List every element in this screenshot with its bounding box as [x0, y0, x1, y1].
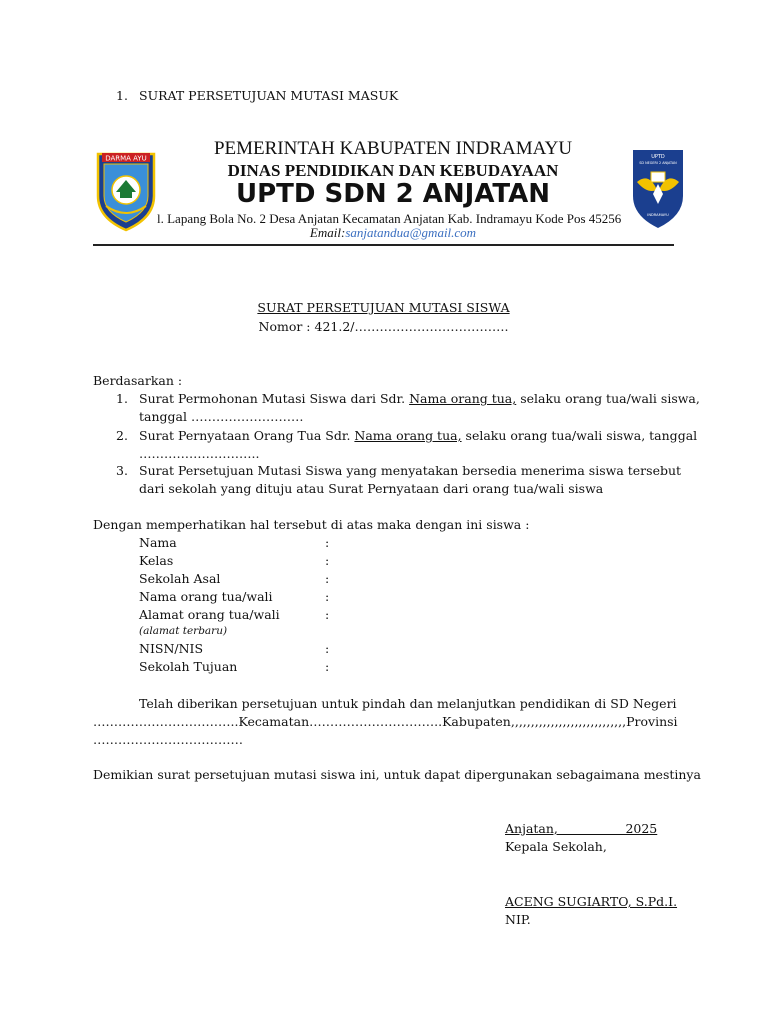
kabupaten-label: Kabupaten — [442, 714, 511, 729]
heading-number: 1. — [116, 88, 128, 103]
memperhatikan-paragraph: Dengan memperhatikan hal tersebut di atas maka dengan ini siswa : — [93, 517, 530, 532]
field-colon: : — [325, 641, 330, 656]
field-colon: : — [325, 607, 330, 622]
list-item-2 — [139, 428, 697, 443]
right-logo-top-text: UPTD — [651, 154, 665, 160]
kop-email-line — [160, 225, 626, 241]
heading-text: SURAT PERSETUJUAN MUTASI MASUK — [139, 88, 399, 103]
list-item-text: Surat Permohonan Mutasi Siswa dari Sdr. — [139, 391, 410, 406]
letterhead-divider — [93, 244, 674, 246]
list-number: 2. — [116, 428, 128, 443]
field-label: Kelas — [139, 553, 174, 568]
field-label: NISN/NIS — [139, 641, 204, 656]
persetujuan-line1: Telah diberikan persetujuan untuk pindah dan melanjutkan pendidikan di SD Negeri — [139, 696, 677, 711]
parent-name-placeholder: Nama orang tua, — [409, 391, 517, 406]
persetujuan-line2 — [93, 714, 678, 729]
list-item-1 — [139, 391, 700, 406]
field-label: Nama orang tua/wali — [139, 589, 273, 604]
field-label: Alamat orang tua/wali — [139, 607, 280, 622]
letter-title: SURAT PERSETUJUAN MUTASI SISWA — [257, 300, 510, 315]
kop-address: l. Lapang Bola No. 2 Desa Anjatan Kecamatan Anjatan Kab. Indramayu Kode Pos 45256 — [157, 211, 622, 226]
field-colon: : — [325, 553, 330, 568]
field-label: Sekolah Tujuan — [139, 659, 238, 674]
field-note: (alamat terbaru) — [139, 625, 228, 637]
uptd-sdn-logo — [629, 146, 687, 230]
kop-line-school-name: UPTD SDN 2 ANJATAN — [235, 179, 551, 209]
closing-paragraph: Demikian surat persetujuan mutasi siswa ini, untuk dapat dipergunakan sebagaimana mestinya — [93, 767, 701, 782]
kecamatan-label: Kecamatan — [238, 714, 310, 729]
signature-nip: NIP. — [505, 912, 531, 927]
right-logo-bottom-text: INDRAMAYU — [647, 213, 669, 217]
blank-kabupaten: ,,,,,,,,,,,,,,,,,,,,,,,,,,,,, — [510, 714, 627, 729]
email-link[interactable]: sanjatandua@gmail.com — [345, 225, 477, 240]
blank-school: …………………………….. — [93, 714, 239, 729]
signature-name: ACENG SUGIARTO, S.Pd.I. — [505, 894, 678, 909]
provinsi-label: Provinsi — [626, 714, 678, 729]
list-item-text: selaku orang tua/wali siswa, tanggal — [461, 428, 698, 443]
list-item-text: selaku orang tua/wali siswa, — [516, 391, 700, 406]
list-item-2-line2: ……………………….. — [139, 446, 260, 461]
parent-name-placeholder: Nama orang tua, — [354, 428, 462, 443]
field-label: Nama — [139, 535, 177, 550]
field-label: Sekolah Asal — [139, 571, 221, 586]
right-logo-sub-text: SD NEGERI 2 ANJATAN — [639, 161, 677, 165]
signature-role: Kepala Sekolah, — [505, 839, 607, 854]
field-colon: : — [325, 535, 330, 550]
kop-line-department: DINAS PENDIDIKAN DAN KEBUDAYAAN — [227, 161, 559, 180]
list-number: 1. — [116, 391, 128, 406]
field-colon: : — [325, 589, 330, 604]
blank-kecamatan: ………………………….. — [309, 714, 443, 729]
list-number: 3. — [116, 463, 128, 478]
indramayu-regency-logo — [92, 150, 160, 232]
signature-place-date: Anjatan, 2025 — [505, 821, 658, 836]
left-logo-text: DARMA AYU — [105, 154, 147, 163]
email-label: Email: — [309, 225, 346, 240]
field-colon: : — [325, 659, 330, 674]
kop-line-government: PEMERINTAH KABUPATEN INDRAMAYU — [213, 138, 573, 159]
list-item-text: Surat Pernyataan Orang Tua Sdr. — [139, 428, 355, 443]
persetujuan-line3: ……………………………… — [93, 732, 243, 747]
field-colon: : — [325, 571, 330, 586]
letter-number: Nomor : 421.2/………………………………. — [258, 319, 509, 334]
list-item-3: Surat Persetujuan Mutasi Siswa yang menyatakan bersedia menerima siswa tersebut — [139, 463, 682, 478]
list-item-3-line2: dari sekolah yang dituju atau Surat Pernyataan dari orang tua/wali siswa — [139, 481, 604, 496]
list-item-1-line2: tanggal ……………………… — [139, 409, 304, 424]
berdasarkan-label: Berdasarkan : — [93, 373, 183, 388]
